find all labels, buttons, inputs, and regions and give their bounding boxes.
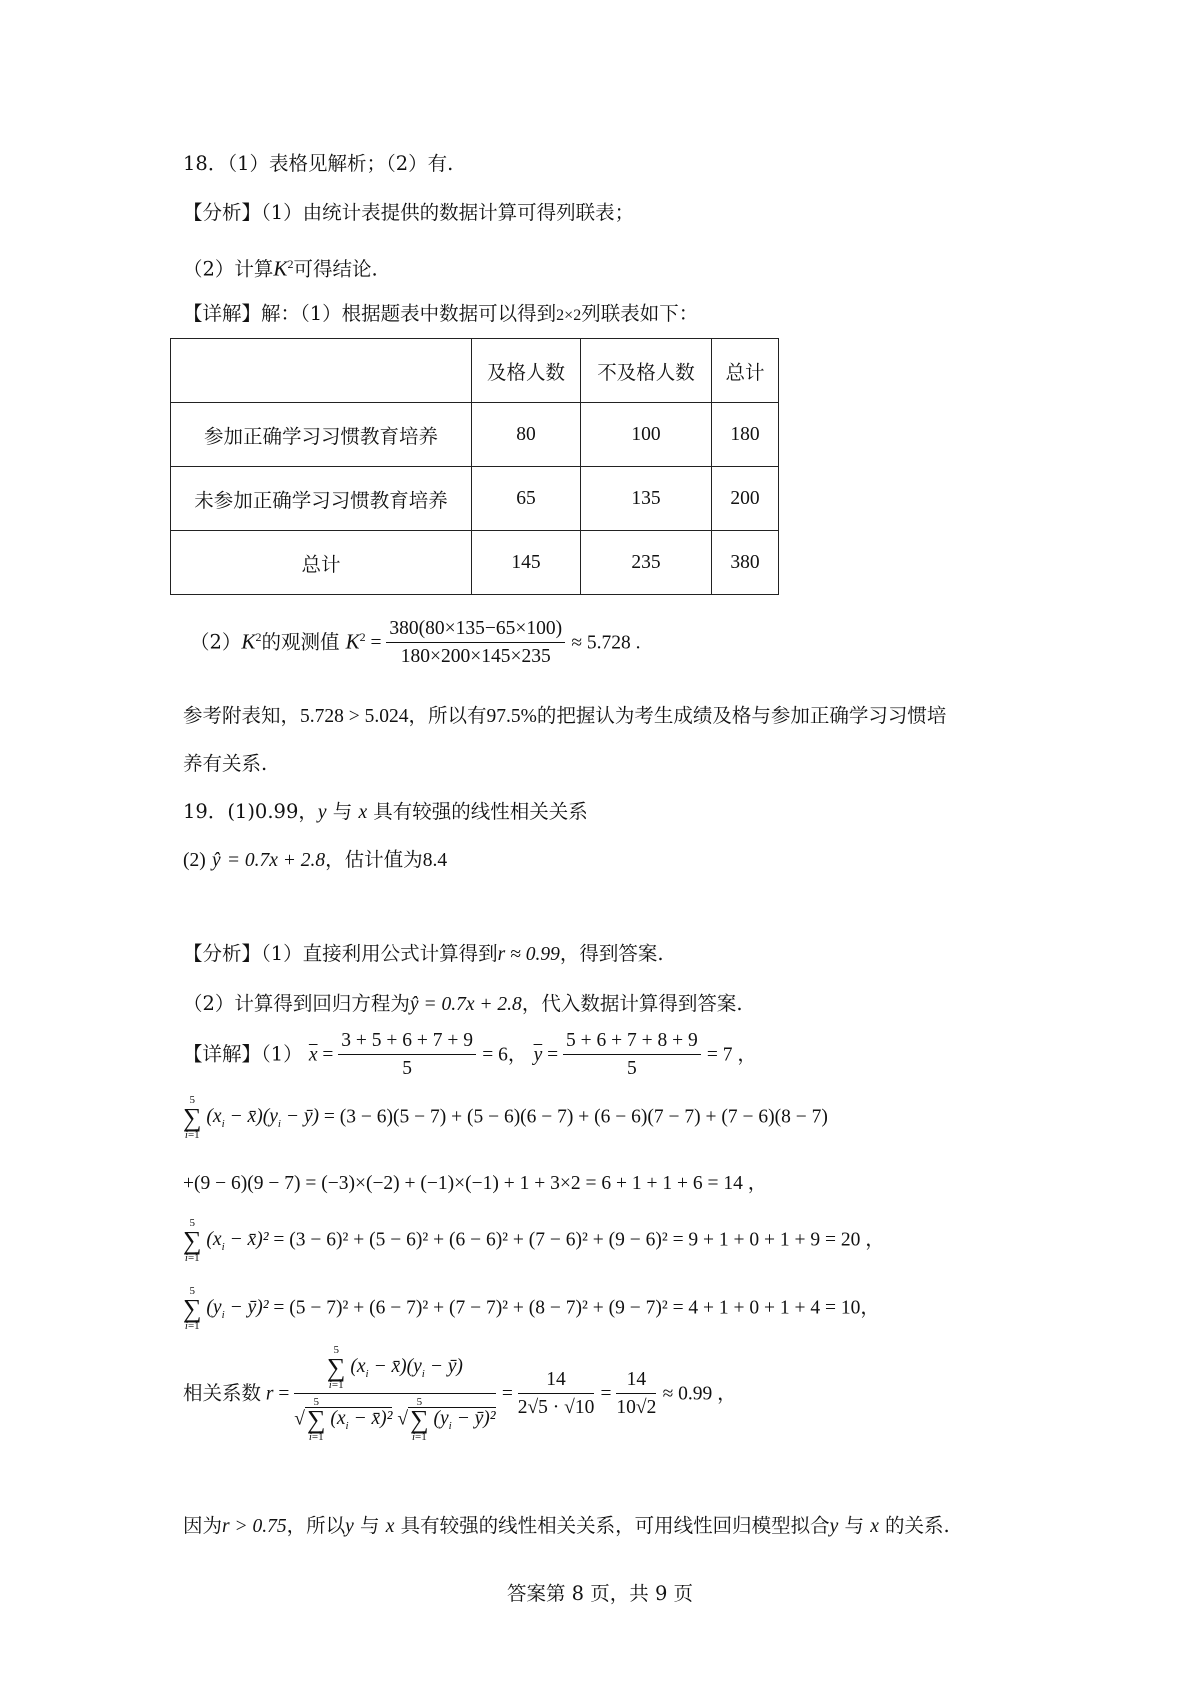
- table-row: [171, 403, 779, 467]
- q19-sum-yy: 5 ∑ i=1 ($y_i$ − ȳ)² = (5 − 7)² + (6 − 7)² + (7 − 7)² + (8 − 7)² + (9 − 7)² = 4 + 1 + 0 + 1 + 4 = 10，: [183, 1285, 880, 1332]
- table-cell: 总计: [171, 531, 472, 595]
- q18-conclusion-1: 参考附表知，5.728 > 5.024，所以有97.5%的把握认为考生成绩及格与参加正确学习习惯培: [183, 704, 947, 727]
- q19-correlation: 相关系数 r = 5 ∑ i=1 ($x_i$ − $x̄)(y_i$ − ȳ) √5 ∑ i=1 ($x_i$ − x̄)² √5 ∑ i=1 ($y_i$ − ȳ)² = $\frac{14}{2√5 \cdot √10}$ = $\frac{14}{10√2}$ ≈ 0.99 ，: [183, 1344, 737, 1443]
- table-cell: 及格人数: [472, 339, 581, 403]
- table-header-row: [171, 339, 779, 403]
- q18-conclusion-2: 养有关系.: [183, 752, 268, 775]
- q18-analysis-1: 【分析】（1）由统计表提供的数据计算可得列联表；: [183, 201, 635, 224]
- page-footer: 答案第 8 页，共 9 页: [506, 1582, 694, 1605]
- table-cell: 380: [712, 531, 779, 595]
- table-cell: 235: [581, 531, 712, 595]
- q18-detail-intro: 【详解】解：（1）根据题表中数据可以得到2×2列联表如下：: [183, 302, 699, 325]
- table-cell: 80: [472, 403, 581, 467]
- q19-means: 【详解】（1） $\overline{x}$ = $\frac{3 + 5 + 6 + 7 + 9}{5}$ = 6， $\overline{y}$ = $\frac{5 + 6 + 7 + 8 + 9}{5}$ = 7 ，: [183, 1030, 757, 1079]
- table-cell: 总计: [712, 339, 779, 403]
- q18-k2-line: $(2)K^2$的观测值 $K^2$ = $\frac{380(80\times 135-65\times 100)}{180\times 200\times 145\times 235}$ ≈ 5.728 .: [190, 618, 641, 667]
- table-cell: 145: [472, 531, 581, 595]
- q19-heading: 19．(1)0.99，y 与 x 具有较强的线性相关关系: [183, 800, 588, 823]
- q18-analysis-2: （2）计算$K^2$可得结论.: [183, 256, 378, 281]
- q19-because: 因为r > 0.75，所以y 与 x 具有较强的线性相关关系，可用线性回归模型拟合y 与 x 的关系.: [183, 1514, 950, 1537]
- table-cell: 不及格人数: [581, 339, 712, 403]
- table-cell: 135: [581, 467, 712, 531]
- table-cell: 180: [712, 403, 779, 467]
- q19-sum-xy: 5 ∑ i=1 ($x_i$ − $x̄)(y_i$ − ȳ) = (3 − 6)(5 − 7) + (5 − 6)(6 − 7) + (6 − 6)(7 − 7) + (7 − 6)(8 − 7): [183, 1094, 828, 1141]
- table-cell: [171, 339, 472, 403]
- q19-part2: (2) ŷ = 0.7x + 2.8，估计值为8.4: [183, 848, 448, 871]
- table-cell: 参加正确学习习惯教育培养: [171, 403, 472, 467]
- table-cell: 未参加正确学习习惯教育培养: [171, 467, 472, 531]
- table-cell: 200: [712, 467, 779, 531]
- q19-sum-xy-cont: +(9 − 6)(9 − 7) = (−3)×(−2) + (−1)×(−1) + 1 + 3×2 = 6 + 1 + 1 + 6 = 14 ，: [183, 1173, 768, 1194]
- q18-heading: 18．（1）表格见解析；（2）有.: [183, 152, 454, 175]
- k2-fraction: $\frac{380(80\times 135-65\times 100)}{180\times 200\times 145\times 235}$: [386, 618, 565, 668]
- table-cell: 100: [581, 403, 712, 467]
- r-fraction: 5 ∑ i=1 ($x_i$ − $x̄)(y_i$ − ȳ) √5 ∑ i=1 ($x_i$ − x̄)² √5 ∑ i=1 ($y_i$ − ȳ)²: [294, 1344, 496, 1443]
- table-row: [171, 467, 779, 531]
- table-cell: 65: [472, 467, 581, 531]
- contingency-table: [170, 338, 779, 595]
- q19-analysis-2: （2）计算得到回归方程为ŷ = 0.7x + 2.8，代入数据计算得到答案.: [183, 992, 743, 1015]
- q19-analysis-1: 【分析】（1）直接利用公式计算得到r ≈ 0.99，得到答案.: [183, 942, 664, 965]
- q19-sum-xx: 5 ∑ i=1 ($x_i$ − x̄)² = (3 − 6)² + (5 − 6)² + (6 − 6)² + (7 − 6)² + (9 − 6)² = 9 + 1 + 0 + 1 + 9 = 20 ，: [183, 1217, 885, 1264]
- table-row: [171, 531, 779, 595]
